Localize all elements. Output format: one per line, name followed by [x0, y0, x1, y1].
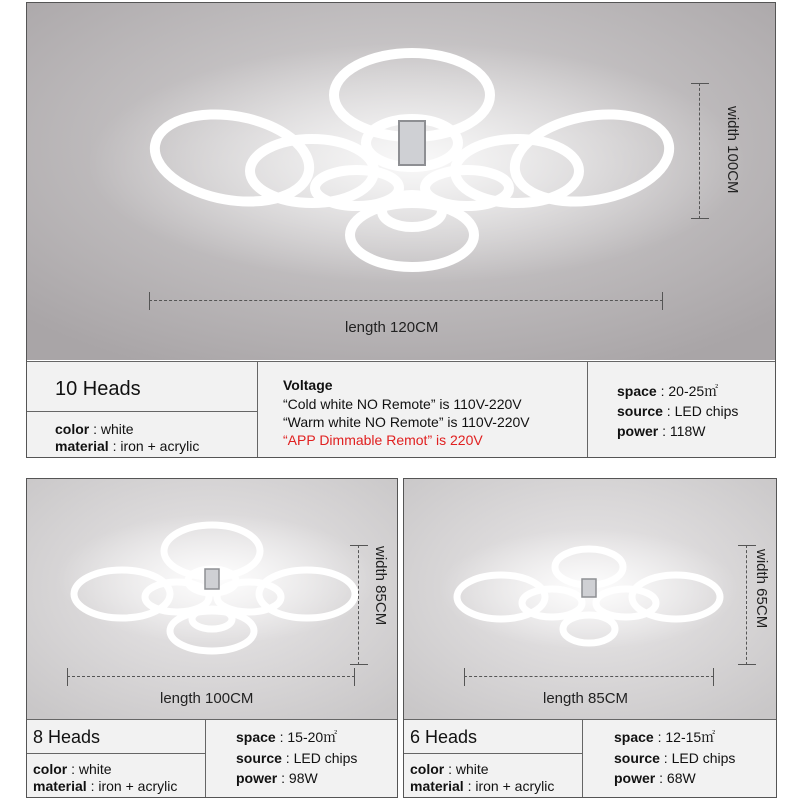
- length-label: length 100CM: [160, 690, 254, 707]
- panel-10-heads: [26, 2, 776, 458]
- spec-table-6-heads: [404, 719, 776, 797]
- voltage-line-app: “APP Dimmable Remot” is 220V: [283, 432, 483, 448]
- space-label: space: [236, 729, 276, 745]
- source-label: source: [236, 750, 282, 766]
- color-label: color: [33, 761, 68, 777]
- power-value: 118W: [669, 423, 706, 439]
- source-row: source : LED chips: [236, 750, 358, 766]
- width-label: width 100CM: [724, 106, 741, 194]
- space-value: 12-15㎡: [665, 729, 716, 745]
- material-label: material: [33, 778, 87, 794]
- heads-title: 6 Heads: [410, 727, 478, 747]
- power-label: power: [614, 770, 656, 786]
- panel-8-heads: [26, 478, 398, 798]
- length-dimension-line: [67, 671, 355, 683]
- source-value: LED chips: [674, 403, 739, 419]
- width-label: width 65CM: [753, 549, 770, 629]
- power-value: 68W: [666, 770, 696, 786]
- source-label: source: [617, 403, 663, 419]
- color-label: color: [410, 761, 445, 777]
- length-dimension-line: [149, 295, 663, 307]
- width-dimension-line: [694, 83, 706, 219]
- color-row: color : white: [410, 761, 489, 777]
- spec-table-8-heads: [27, 719, 397, 797]
- color-value: white: [455, 761, 489, 777]
- source-row: source : LED chips: [614, 750, 736, 766]
- space-value: 15-20㎡: [287, 729, 338, 745]
- color-value: white: [100, 421, 134, 437]
- material-value: iron + acrylic: [98, 778, 178, 794]
- voltage-line-warm: “Warm white NO Remote” is 110V-220V: [283, 414, 530, 430]
- space-row: space : 12-15㎡: [614, 729, 716, 745]
- source-value: LED chips: [293, 750, 358, 766]
- width-dimension-line: [353, 545, 365, 665]
- heads-title: 10 Heads: [55, 378, 141, 400]
- space-value: 20-25㎡: [668, 383, 719, 399]
- spec-table-10-heads: [27, 361, 775, 457]
- space-label: space: [614, 729, 654, 745]
- power-label: power: [617, 423, 659, 439]
- material-label: material: [410, 778, 464, 794]
- color-label: color: [55, 421, 90, 437]
- power-row: power : 98W: [236, 770, 318, 786]
- source-value: LED chips: [671, 750, 736, 766]
- material-row: material : iron + acrylic: [55, 438, 200, 454]
- product-photo-10-heads: [27, 3, 775, 360]
- material-value: iron + acrylic: [120, 438, 200, 454]
- power-row: power : 68W: [614, 770, 696, 786]
- width-label: width 85CM: [372, 546, 389, 626]
- color-value: white: [78, 761, 112, 777]
- space-label: space: [617, 383, 657, 399]
- voltage-line-cold: “Cold white NO Remote” is 110V-220V: [283, 396, 522, 412]
- panel-6-heads: [403, 478, 777, 798]
- power-value: 98W: [288, 770, 318, 786]
- power-label: power: [236, 770, 278, 786]
- voltage-title: Voltage: [283, 377, 333, 393]
- length-label: length 120CM: [345, 319, 439, 336]
- material-value: iron + acrylic: [475, 778, 555, 794]
- space-row: space : 15-20㎡: [236, 729, 338, 745]
- product-photo-8-heads: [27, 479, 397, 719]
- length-label: length 85CM: [543, 690, 629, 707]
- product-photo-6-heads: [404, 479, 776, 719]
- color-row: color : white: [33, 761, 112, 777]
- color-row: color : white: [55, 421, 134, 437]
- width-dimension-line: [741, 545, 753, 665]
- source-row: source : LED chips: [617, 403, 739, 419]
- heads-title: 8 Heads: [33, 727, 101, 747]
- material-label: material: [55, 438, 109, 454]
- length-dimension-line: [464, 671, 714, 683]
- space-row: space : 20-25㎡: [617, 383, 719, 399]
- power-row: power : 118W: [617, 423, 706, 439]
- source-label: source: [614, 750, 660, 766]
- material-row: material : iron + acrylic: [410, 778, 555, 794]
- material-row: material : iron + acrylic: [33, 778, 178, 794]
